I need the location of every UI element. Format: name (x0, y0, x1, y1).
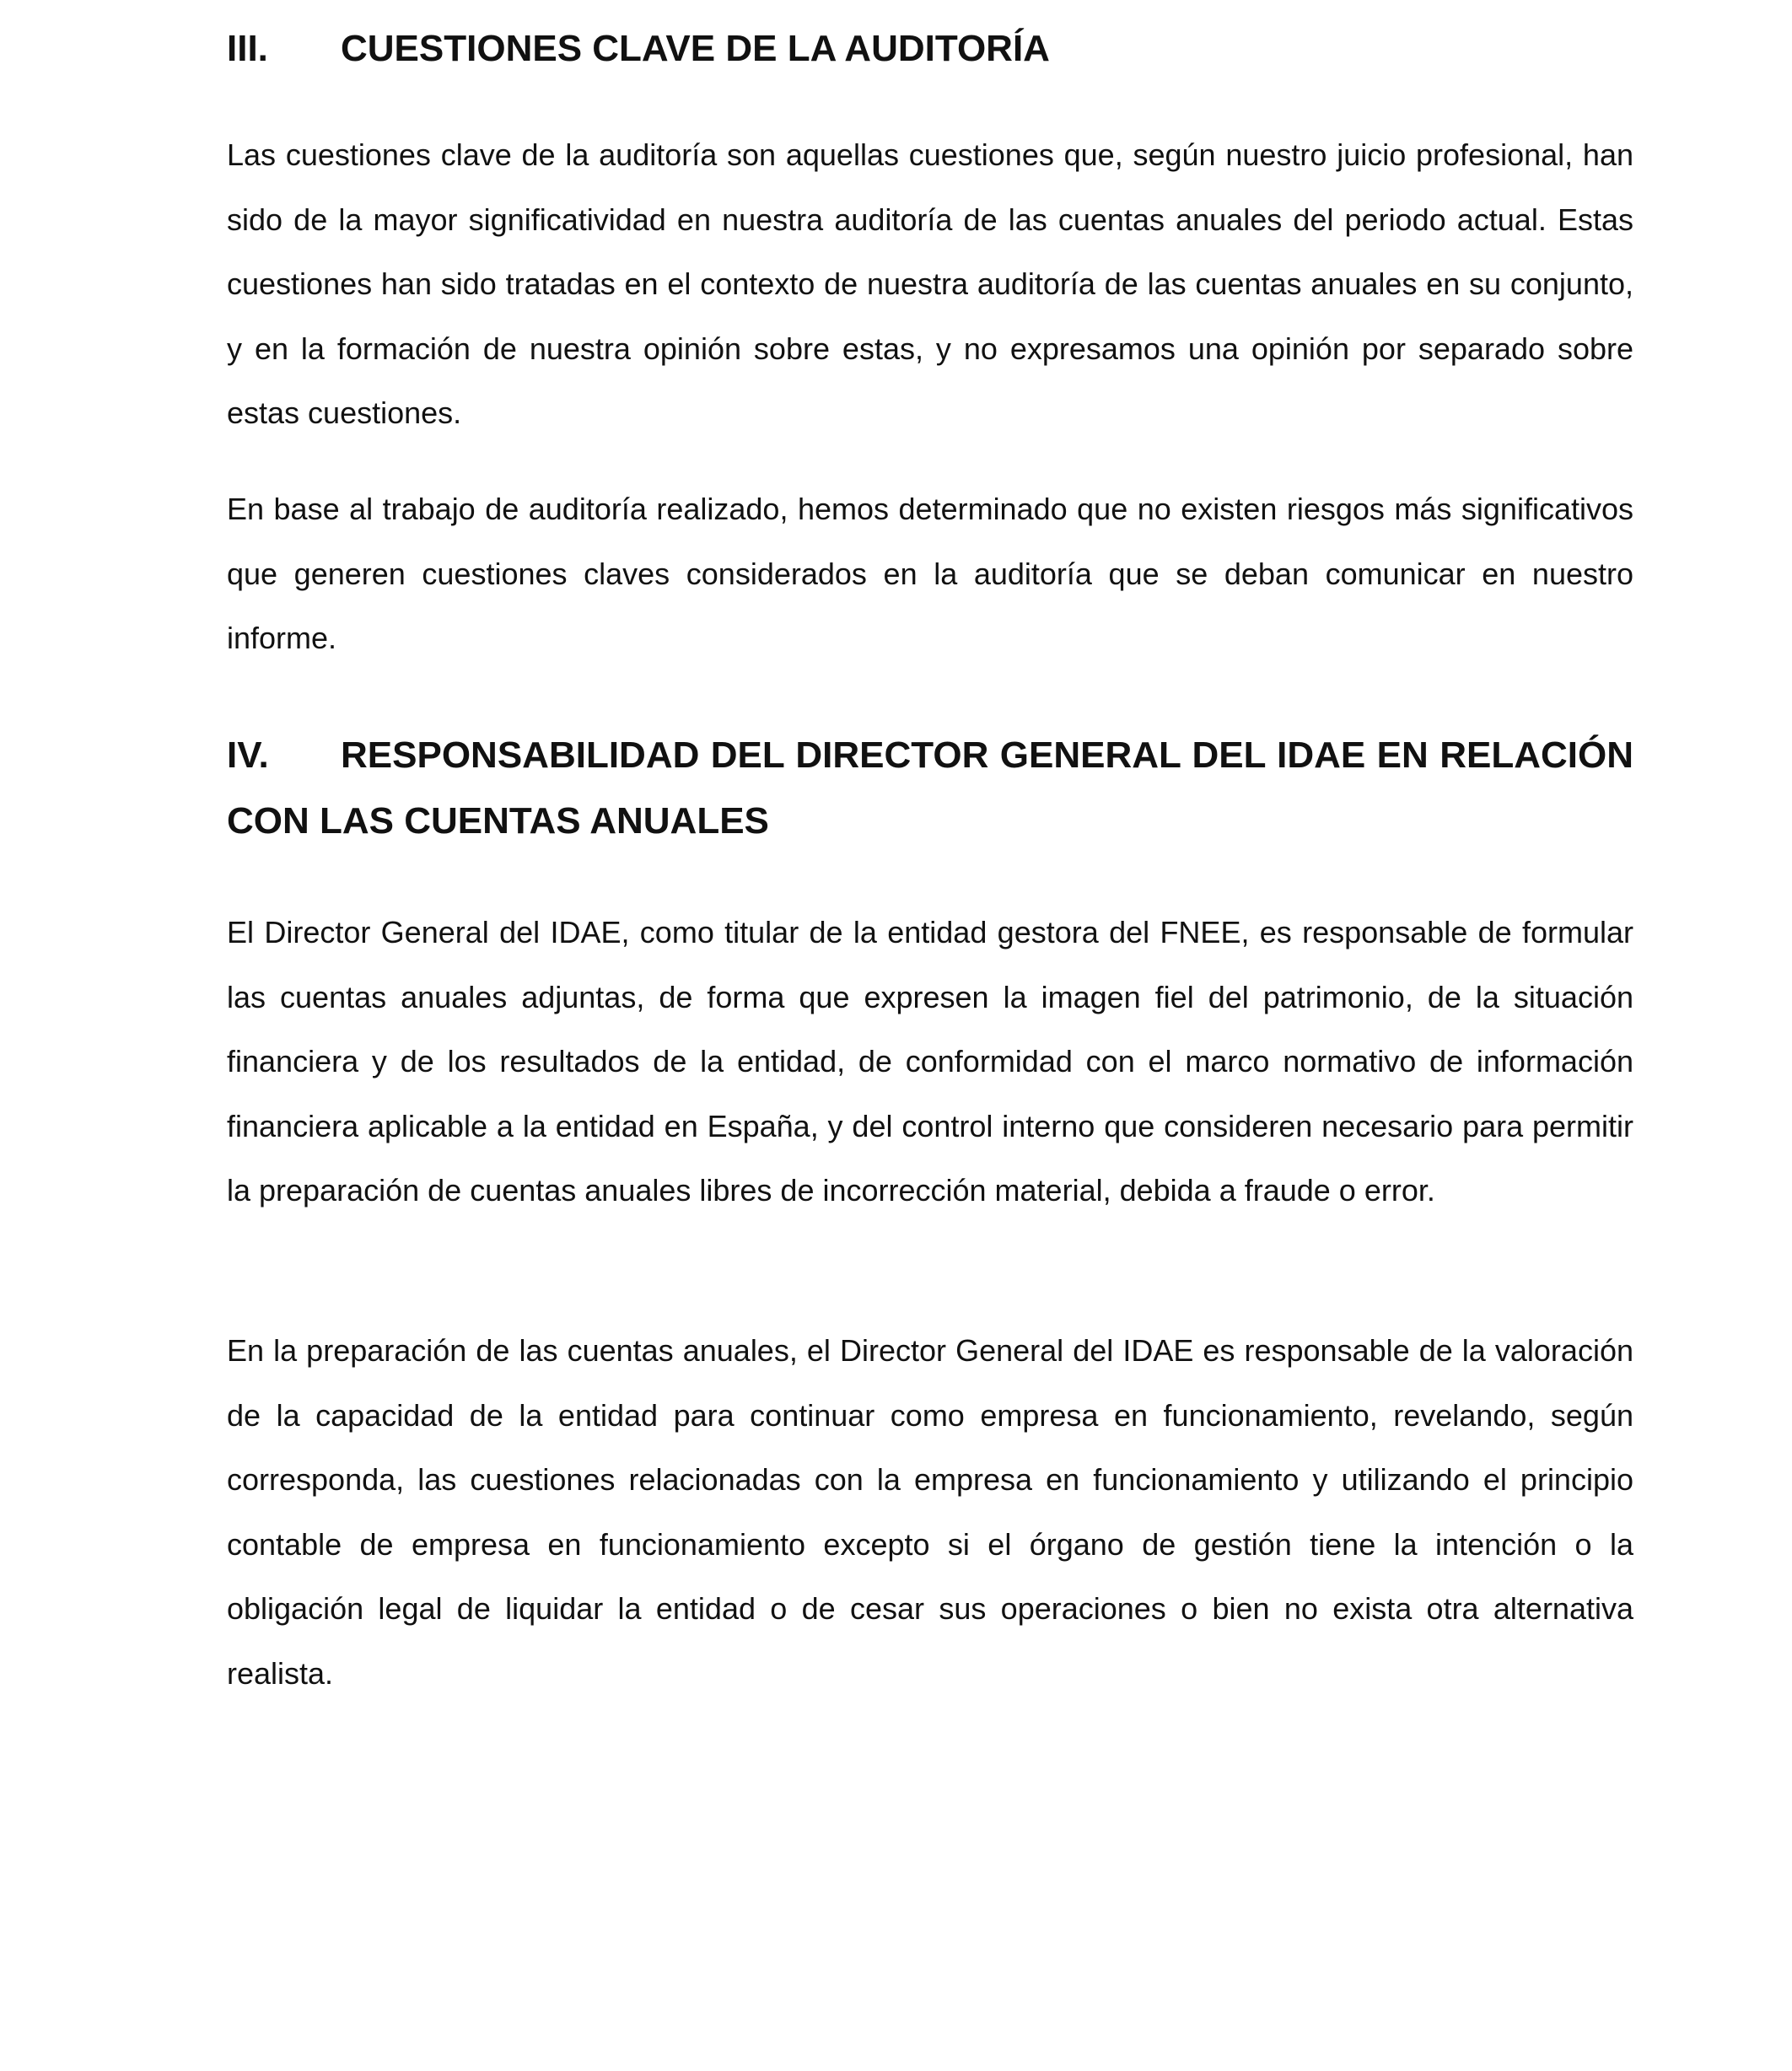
paragraph-responsabilidad-formular: El Director General del IDAE, como titular de la entidad gestora del FNEE, es responsable de formular las cuentas anuales adjuntas, de forma que expresen la imagen fiel del patrimonio, de la situación financiera y de los resultados de la entidad, de conformidad con el marco normativo de información financiera aplicable a la entidad en España, y del control interno que consideren necesario para permitir la preparación de cuentas anuales libres de incorrección material, debida a fraude o error. (227, 915, 1633, 1208)
section-title-line1: RESPONSABILIDAD DEL DIRECTOR GENERAL DEL IDAE EN RELACIÓN (341, 734, 1633, 776)
section-title-line2: CON LAS CUENTAS ANUALES (227, 800, 769, 842)
section-number: IV. (227, 734, 269, 776)
paragraph-responsabilidad-valoracion: En la preparación de las cuentas anuales, el Director General del IDAE es responsable de la valoración de la capacidad de la entidad para continuar como empresa en funcionamiento, revelando, según corresponda, las cuestiones relacionadas con la empresa en funcionamiento y utilizando el principio contable de empresa en funcionamiento excepto si el órgano de gestión tiene la intención o la obligación legal de liquidar la entidad o de cesar sus operaciones o bien no exista otra alternativa realista. (227, 1333, 1633, 1691)
paragraph-cuestiones-clave-definicion: Las cuestiones clave de la auditoría son aquellas cuestiones que, según nuestro juicio profesional, han sido de la mayor significatividad en nuestra auditoría de las cuentas anuales del periodo actual. Estas cuestiones han sido tratadas en el contexto de nuestra auditoría de las cuentas anuales en su conjunto, y en la formación de nuestra opinión sobre estas, y no expresamos una opinión por separado sobre estas cuestiones. (227, 137, 1633, 430)
section-title: CUESTIONES CLAVE DE LA AUDITORÍA (341, 28, 1050, 69)
section-heading-cuestiones-clave (227, 24, 1633, 74)
section-heading-responsabilidad (227, 715, 1633, 796)
paragraph-cuestiones-clave-resultado: En base al trabajo de auditoría realizado, hemos determinado que no existen riesgos más significativos que generen cuestiones claves considerados en la auditoría que se deban comunicar en nuestro informe. (227, 492, 1633, 655)
section-number: III. (227, 28, 268, 69)
